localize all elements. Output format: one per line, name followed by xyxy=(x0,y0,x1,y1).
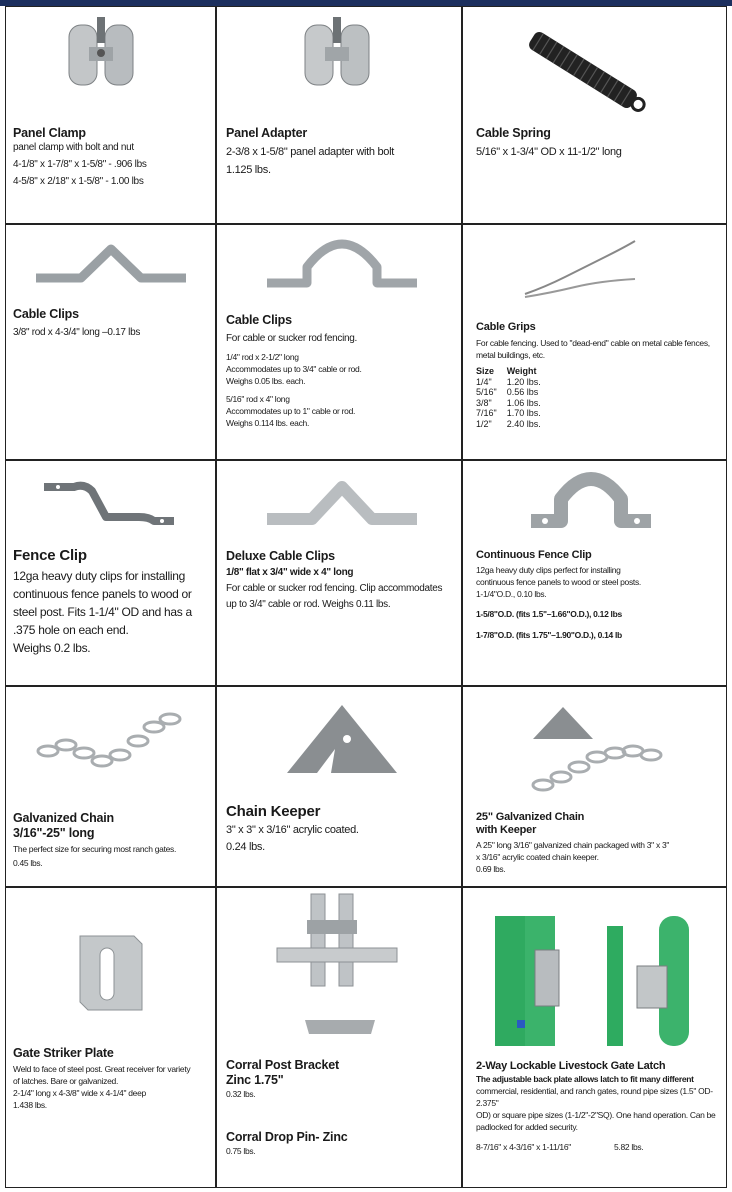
chain-keeper-cell xyxy=(217,687,461,886)
cable-clips-2-line-7: Weighs 0.114 lbs. each. xyxy=(226,418,310,428)
panel-clamp-line-3: 4-5/8" x 2/18" x 1-5/8" - 1.00 lbs xyxy=(13,176,144,187)
cable-clips-2-line-6: Accommodates up to 1" cable or rod. xyxy=(226,406,356,416)
cable-clips-2-line-5: 5/16" rod x 4" long xyxy=(226,394,290,404)
deluxe-cable-clips-image xyxy=(267,479,417,529)
gate-striker-title: Gate Striker Plate xyxy=(13,1046,114,1060)
chain-keeper-image xyxy=(287,705,397,775)
galvanized-chain-line-1: The perfect size for securing most ranch gates. xyxy=(13,844,177,854)
cable-clips-2-title: Cable Clips xyxy=(226,313,292,327)
table-row: 1/4" 1.20 lbs. xyxy=(476,376,541,387)
gate-latch-spec-row xyxy=(476,1141,721,1153)
cable-spring-line-1: 5/16" x 1-3/4" OD x 11-1/2" long xyxy=(476,146,622,158)
fence-clip-cell xyxy=(6,461,215,685)
cable-clips-2-line-2: 1/4" rod x 2-1/2" long xyxy=(226,352,299,362)
cable-clips-2-image xyxy=(267,239,417,299)
panel-adapter-line-2: 1.125 lbs. xyxy=(226,164,271,176)
gate-latch-weight: 5.82 lbs. xyxy=(614,1142,644,1152)
chain-with-keeper-line-2: x 3/16" acrylic coated chain keeper. xyxy=(476,852,599,862)
galvanized-chain-image xyxy=(36,711,186,781)
gate-striker-line-4: 1.438 lbs. xyxy=(13,1100,47,1110)
gate-latch-line-3: padlocked for added security. xyxy=(476,1122,578,1132)
gate-striker-line-3: 2-1/4" long x 4-3/8" wide x 4-1/4" deep xyxy=(13,1088,146,1098)
panel-adapter-line-1: 2-3/8 x 1-5/8" panel adapter with bolt xyxy=(226,146,395,158)
fence-clip-title: Fence Clip xyxy=(13,547,87,564)
corral-bracket-image xyxy=(277,894,397,1044)
gate-striker-image xyxy=(76,930,146,1020)
gate-striker-line-1: Weld to face of steel post. Great receiver for variety xyxy=(13,1064,191,1074)
continuous-fence-clip-title: Continuous Fence Clip xyxy=(476,549,592,561)
panel-clamp-cell xyxy=(6,7,215,223)
fence-clip-line-1: 12ga heavy duty clips for installing xyxy=(13,569,185,583)
continuous-fence-clip-line-1: 12ga heavy duty clips perfect for installing xyxy=(476,565,621,575)
chain-with-keeper-line-1: A 25" long 3/16" galvanized chain packaged with 3" x 3" xyxy=(476,840,670,850)
chain-with-keeper-line-3: 0.69 lbs. xyxy=(476,864,506,874)
panel-adapter-title: Panel Adapter xyxy=(226,126,307,140)
galvanized-chain-line-2: 0.45 lbs. xyxy=(13,858,43,868)
chain-keeper-line-2: 0.24 lbs. xyxy=(226,841,265,853)
continuous-fence-clip-line-2: continuous fence panels to wood or steel posts. xyxy=(476,577,641,587)
deluxe-cable-clips-line-1: For cable or sucker rod fencing. Clip accommodates xyxy=(226,583,443,594)
cable-grips-image xyxy=(525,239,635,299)
fence-clip-line-5: Weighs 0.2 lbs. xyxy=(13,641,91,655)
panel-clamp-line-2: 4-1/8" x 1-7/8" x 1-5/8" - .906 lbs xyxy=(13,159,147,170)
panel-adapter-cell xyxy=(217,7,461,223)
corral-drop-pin-weight: 0.75 lbs. xyxy=(226,1146,256,1156)
panel-clamp-line-1: panel clamp with bolt and nut xyxy=(13,142,134,153)
galvanized-chain-cell xyxy=(6,687,215,886)
fence-clip-image xyxy=(44,477,174,527)
cable-clips-2-cell xyxy=(217,225,461,459)
deluxe-cable-clips-cell xyxy=(217,461,461,685)
chain-with-keeper-image xyxy=(523,697,673,797)
galvanized-chain-title-1: Galvanized Chain xyxy=(13,811,114,825)
fence-clip-line-3: steel post. Fits 1-1/4" OD and has a xyxy=(13,605,192,619)
cable-grips-header-weight: Weight xyxy=(506,366,537,376)
cable-clips-1-cell xyxy=(6,225,215,459)
deluxe-cable-clips-subtitle: 1/8" flat x 3/4" wide x 4" long xyxy=(226,567,354,578)
cable-grips-table xyxy=(476,366,551,429)
fence-clip-line-2: continuous fence panels to wood or xyxy=(13,587,192,601)
cable-grips-cell xyxy=(463,225,726,459)
fence-clip-line-4: .375 hole on each end. xyxy=(13,623,129,637)
gate-latch-title: 2-Way Lockable Livestock Gate Latch xyxy=(476,1060,666,1072)
panel-adapter-image xyxy=(297,19,377,99)
cable-clips-1-line-1: 3/8" rod x 4-3/4" long –0.17 lbs xyxy=(13,327,141,338)
cable-spring-image xyxy=(518,25,648,115)
continuous-fence-clip-cell xyxy=(463,461,726,685)
cable-spring-cell xyxy=(463,7,726,223)
gate-latch-dims: 8-7/16" x 4-3/16" x 1-11/16" xyxy=(476,1142,571,1152)
chain-keeper-title: Chain Keeper xyxy=(226,803,321,820)
corral-drop-pin-title: Corral Drop Pin- Zinc xyxy=(226,1130,348,1144)
gate-latch-cell xyxy=(463,888,726,1187)
chain-keeper-line-1: 3" x 3" x 3/16" acrylic coated. xyxy=(226,824,359,836)
gate-striker-cell xyxy=(6,888,215,1187)
panel-clamp-image xyxy=(61,19,141,99)
cable-clips-2-line-4: Weighs 0.05 lbs. each. xyxy=(226,376,306,386)
deluxe-cable-clips-line-2: up to 3/4" cable or rod. Weighs 0.11 lbs. xyxy=(226,599,391,610)
panel-clamp-title: Panel Clamp xyxy=(13,126,86,140)
continuous-fence-clip-spec-2: 1-7/8"O.D. (fits 1.75"–1.90"O.D.), 0.14 lb xyxy=(476,630,622,640)
table-row: 3/8" 1.06 lbs. xyxy=(476,397,541,408)
chain-with-keeper-title-2: with Keeper xyxy=(476,824,537,836)
continuous-fence-clip-line-3: 1-1/4"O.D., 0.10 lbs. xyxy=(476,589,547,599)
chain-with-keeper-title-1: 25" Galvanized Chain xyxy=(476,811,585,823)
gate-latch-line-1: commercial, residential, and ranch gates, round pipe sizes (1.5" OD-2.375" xyxy=(476,1086,713,1108)
corral-bracket-cell xyxy=(217,888,461,1187)
gate-latch-line-2: OD) or square pipe sizes (1-1/2"-2"SQ). One hand operation. Can be xyxy=(476,1110,716,1120)
continuous-fence-clip-spec-1: 1-5/8"O.D. (fits 1.5"–1.66"O.D.), 0.12 lbs xyxy=(476,609,622,619)
table-row: 7/16" 1.70 lbs. xyxy=(476,408,541,418)
cable-grips-line-1: For cable fencing. Used to "dead-end" cable on metal cable fences, metal buildings, etc. xyxy=(476,338,710,360)
gate-latch-bold-line: The adjustable back plate allows latch to fit many different xyxy=(476,1074,694,1084)
cable-clips-1-image xyxy=(36,243,186,293)
corral-bracket-title-1: Corral Post Bracket xyxy=(226,1058,339,1072)
deluxe-cable-clips-title: Deluxe Cable Clips xyxy=(226,549,335,563)
galvanized-chain-title-2: 3/16"-25" long xyxy=(13,826,95,840)
cable-clips-2-line-3: Accommodates up to 3/4" cable or rod. xyxy=(226,364,362,374)
cable-spring-title: Cable Spring xyxy=(476,126,551,140)
corral-bracket-title-2: Zinc 1.75" xyxy=(226,1073,284,1087)
cable-grips-header-size: Size xyxy=(476,366,495,376)
cable-clips-1-title: Cable Clips xyxy=(13,307,79,321)
chain-with-keeper-cell xyxy=(463,687,726,886)
cable-grips-title: Cable Grips xyxy=(476,321,536,333)
gate-striker-line-2: of latches. Bare or galvanized. xyxy=(13,1076,119,1086)
corral-bracket-weight: 0.32 lbs. xyxy=(226,1089,256,1099)
product-grid xyxy=(5,6,727,1188)
continuous-fence-clip-image xyxy=(531,469,651,539)
table-row: 5/16" 0.56 lbs xyxy=(476,387,539,397)
cable-clips-2-line-1: For cable or sucker rod fencing. xyxy=(226,333,358,344)
table-row: 1/2" 2.40 lbs. xyxy=(476,418,541,429)
gate-latch-image xyxy=(487,916,707,1046)
